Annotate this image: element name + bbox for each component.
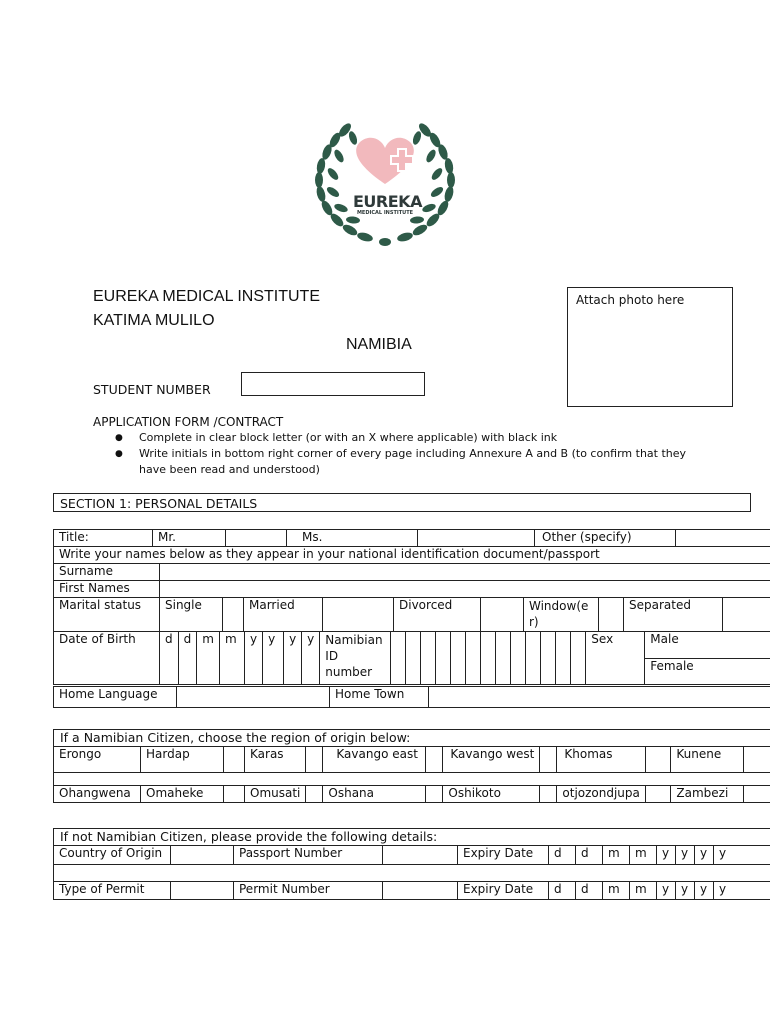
marital-separated[interactable]: Separated <box>624 598 723 632</box>
region-option[interactable]: Karas <box>245 747 306 773</box>
namibian-id-line3: number <box>325 665 373 679</box>
region-option[interactable]: Kunene <box>671 747 744 773</box>
region-option-label: Khomas <box>564 747 613 761</box>
permit-expiry-digit-cell[interactable]: d <box>549 882 576 900</box>
passport-number-field[interactable] <box>383 846 458 865</box>
section-1-title-text: SECTION 1: PERSONAL DETAILS <box>60 496 258 511</box>
photo-box[interactable] <box>567 287 733 407</box>
photo-box-label: Attach photo here <box>576 293 685 307</box>
instruction-continuation: have been read and understood) <box>139 463 320 476</box>
language-town-table <box>53 686 770 708</box>
section-1-title <box>53 493 751 512</box>
id-digit-cell[interactable] <box>571 632 586 685</box>
home-town-label: Home Town <box>330 687 429 708</box>
title-ms-label: Ms. <box>302 530 323 544</box>
marital-married[interactable]: Married <box>244 598 323 632</box>
permit-number-label: Permit Number <box>234 882 383 900</box>
expiry-digit-cell[interactable]: y <box>676 846 695 865</box>
dob-label: Date of Birth <box>54 632 160 685</box>
region-option[interactable]: otjozondjupa <box>557 786 646 803</box>
first-names-label: First Names <box>54 581 160 598</box>
marital-divorced[interactable]: Divorced <box>394 598 481 632</box>
student-number-field[interactable] <box>241 372 425 396</box>
names-table <box>53 563 770 598</box>
dob-digit-cell[interactable]: y <box>263 632 284 685</box>
application-title: APPLICATION FORM /CONTRACT <box>93 415 284 429</box>
marital-status-label: Marital status <box>54 598 160 632</box>
surname-field[interactable] <box>160 564 770 581</box>
home-language-label: Home Language <box>54 687 177 708</box>
region-box[interactable] <box>646 786 671 803</box>
region-option[interactable]: Oshana <box>323 786 426 803</box>
region-option[interactable] <box>443 747 540 773</box>
id-digit-cell[interactable] <box>496 632 511 685</box>
id-digit-cell[interactable] <box>451 632 466 685</box>
region-box[interactable] <box>540 786 557 803</box>
title-other-option[interactable] <box>535 530 676 547</box>
expiry-digit-cell[interactable]: d <box>549 846 576 865</box>
institute-country: NAMIBIA <box>346 336 412 353</box>
title-row-table <box>53 529 770 564</box>
id-digit-cell[interactable] <box>391 632 406 685</box>
expiry-digit-cell[interactable]: m <box>603 846 630 865</box>
id-digit-cell[interactable] <box>541 632 556 685</box>
country-origin-label: Country of Origin <box>54 846 171 865</box>
dob-digit-cell[interactable]: m <box>197 632 220 685</box>
instruction-item: ● Complete in clear block letter (or with an X where applicable) with black ink <box>115 430 715 446</box>
non-citizen-title <box>53 828 770 845</box>
id-digit-cell[interactable] <box>526 632 541 685</box>
region-option[interactable]: Oshikoto <box>443 786 540 803</box>
logo-tagline: MEDICAL INSTITUTE <box>356 210 414 216</box>
region-option[interactable] <box>557 747 646 773</box>
region-title <box>53 729 770 746</box>
expiry-date-label: Expiry Date <box>458 846 549 865</box>
marital-widow-box[interactable] <box>599 598 624 632</box>
sex-female[interactable]: Female <box>645 658 770 685</box>
region-box[interactable] <box>224 747 245 773</box>
permit-number-field[interactable] <box>383 882 458 900</box>
region-option[interactable]: Omaheke <box>141 786 224 803</box>
region-box[interactable] <box>744 747 770 773</box>
id-digit-cell[interactable] <box>421 632 436 685</box>
permit-expiry-digit-cell[interactable]: y <box>676 882 695 900</box>
non-citizen-spacer-row <box>54 865 770 882</box>
region-option[interactable]: Ohangwena <box>54 786 141 803</box>
permit-expiry-label: Expiry Date <box>458 882 549 900</box>
permit-type-label: Type of Permit <box>54 882 171 900</box>
region-table <box>53 746 770 803</box>
permit-expiry-digit-cell[interactable]: y <box>695 882 714 900</box>
dob-digit-cell[interactable]: y <box>284 632 302 685</box>
title-label: Title: <box>54 530 153 547</box>
dob-digit-cell[interactable]: d <box>160 632 179 685</box>
permit-expiry-digit-cell[interactable]: y <box>714 882 770 900</box>
expiry-digit-cell[interactable]: y <box>714 846 770 865</box>
region-box[interactable] <box>744 786 770 803</box>
non-citizen-title-text: If not Namibian Citizen, please provide the following details: <box>60 829 438 844</box>
id-digit-cell[interactable] <box>466 632 481 685</box>
sex-label: Sex <box>586 632 645 685</box>
region-box[interactable] <box>426 786 443 803</box>
region-box[interactable] <box>306 786 323 803</box>
logo-name: EUREKA <box>353 192 422 211</box>
permit-type-field[interactable] <box>171 882 234 900</box>
dob-digit-cell[interactable]: d <box>178 632 197 685</box>
id-digit-cell[interactable] <box>406 632 421 685</box>
instruction-item: ● Write initials in bottom right corner of every page including Annexure A and B (to confirm that they <box>115 446 715 462</box>
marital-widow[interactable] <box>524 598 599 632</box>
region-box[interactable] <box>426 747 443 773</box>
region-box[interactable] <box>224 786 245 803</box>
marital-widow-line1: Window(e <box>529 599 589 613</box>
namibian-id-label <box>320 632 391 685</box>
marital-separated-box[interactable] <box>723 598 770 632</box>
region-option[interactable]: Erongo <box>54 747 141 773</box>
title-ms-option[interactable] <box>287 530 418 547</box>
marital-single[interactable]: Single <box>160 598 223 632</box>
marital-single-box[interactable] <box>223 598 244 632</box>
permit-expiry-digit-cell[interactable]: y <box>657 882 676 900</box>
permit-expiry-digit-cell[interactable]: m <box>603 882 630 900</box>
institute-name: EUREKA MEDICAL INSTITUTE <box>93 288 320 305</box>
marital-status-table <box>53 597 770 632</box>
region-option[interactable]: Omusati <box>245 786 306 803</box>
institute-city: KATIMA MULILO <box>93 312 215 329</box>
expiry-digit-cell[interactable]: y <box>695 846 714 865</box>
region-option[interactable]: Hardap <box>141 747 224 773</box>
title-other-box[interactable] <box>676 530 770 547</box>
id-digit-cell[interactable] <box>436 632 451 685</box>
student-number-label: STUDENT NUMBER <box>93 382 211 397</box>
id-digit-cell[interactable] <box>511 632 526 685</box>
expiry-digit-cell[interactable]: d <box>576 846 603 865</box>
dob-id-sex-table <box>53 631 770 685</box>
permit-expiry-digit-cell[interactable]: d <box>576 882 603 900</box>
namibian-id-line1: Namibian <box>325 633 383 647</box>
namibian-id-line2: ID <box>325 649 339 663</box>
dob-digit-cell[interactable]: y <box>244 632 262 685</box>
id-digit-cell[interactable] <box>556 632 571 685</box>
title-mr-box[interactable] <box>226 530 287 547</box>
marital-married-box[interactable] <box>323 598 394 632</box>
region-box[interactable] <box>306 747 323 773</box>
names-instruction: Write your names below as they appear in your national identification document/passport <box>54 547 770 564</box>
expiry-digit-cell[interactable]: m <box>630 846 657 865</box>
non-citizen-table <box>53 845 770 900</box>
home-town-field[interactable] <box>429 687 770 708</box>
home-language-field[interactable] <box>177 687 330 708</box>
student-number-input[interactable] <box>242 373 424 395</box>
region-option-label: Kavango west <box>450 747 535 761</box>
wreath-emblem <box>305 112 465 252</box>
institute-logo <box>305 112 465 252</box>
expiry-digit-cell[interactable]: y <box>657 846 676 865</box>
sex-male[interactable]: Male <box>645 632 770 659</box>
permit-expiry-digit-cell[interactable]: m <box>630 882 657 900</box>
title-other-label: Other (specify) <box>542 530 632 544</box>
title-ms-box[interactable] <box>418 530 535 547</box>
country-origin-field[interactable] <box>171 846 234 865</box>
surname-label: Surname <box>54 564 160 581</box>
first-names-field[interactable] <box>160 581 770 598</box>
instructions-list <box>115 430 715 478</box>
region-box[interactable] <box>540 747 557 773</box>
passport-number-label: Passport Number <box>234 846 383 865</box>
marital-widow-line2: r) <box>529 615 539 629</box>
marital-divorced-box[interactable] <box>481 598 524 632</box>
region-option[interactable] <box>323 747 426 773</box>
id-digit-cell[interactable] <box>481 632 496 685</box>
region-title-text: If a Namibian Citizen, choose the region of origin below: <box>60 730 411 745</box>
dob-digit-cell[interactable]: m <box>219 632 244 685</box>
dob-digit-cell[interactable]: y <box>302 632 320 685</box>
region-option-label: Kavango east <box>336 747 418 761</box>
region-spacer-row <box>54 773 770 786</box>
region-box[interactable] <box>646 747 671 773</box>
region-option[interactable]: Zambezi <box>671 786 744 803</box>
title-mr-option[interactable]: Mr. <box>153 530 226 547</box>
